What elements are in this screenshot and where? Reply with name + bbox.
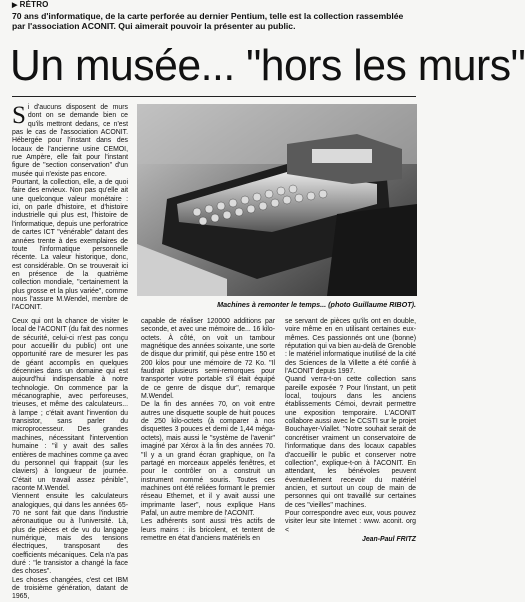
section-label <box>12 0 49 9</box>
arrow-icon: ▶ <box>12 2 18 9</box>
paragraph: De la fin des années 70, on voit entre autres une disquette souple de huit pouces de 250 kilo-octets (à comparer à nos disquettes 3 pouces et demi de 1,44 méga-octets), mais aussi le "système de l'avenir" imaginé par Xérox à la fin des années 70. "Il y a un grand écran graphique, on l'a partagé en morceaux appelés fenêtres, et pour le contrôler on a construit un instrument nommé souris. Toutes ces machines ont été reliées formant le premier réseau Ethernet, et il y avait aussi une imprimante laser", nous explique Hans Pafal, un autre membre de l'ACONIT. <box>141 401 275 517</box>
drop-cap: S <box>12 102 26 129</box>
section-header <box>12 0 418 9</box>
paragraph: Les adhérents sont aussi très actifs de leurs mains : ils bricolent, et tentent de remettre en état d'anciens matériels en <box>141 518 275 542</box>
paragraph: Pourtant, la collection, elle, a de quoi faire des envieux. Non pas qu'elle ait une quelconque valeur monétaire : ici, on parle d'histoire, et d'histoire industrielle qui plus est, l'histoire de l'informatique, depuis une perforatrice de cartes ICT "vénérable" datant des années trente à des exemplaires de toute l'informatique personnelle récente. La valeur historique, donc, est considérable. On se trouverait ici en présence de la quatrième collection mondiale, "certainement la plus grosse et la plus variée", comme nous l'assure M.Wendel, membre de l'ACONIT. <box>12 179 128 312</box>
paragraph: Quand verra-t-on cette collection sans pareille exposée ? Pour l'instant, un petit local, toujours dans les anciens établissements Cémoi, devrait permettre une exposition temporaire. L'ACONIT collabore aussi avec le CCSTI sur le projet Bouchayer-Viallet. "Notre souhait serait de concrétiser vraiment un conservatoire de l'informatique dans des locaux capables d'accueillir le public et conserver notre collection", explique-t-on à l'ACONIT. En attendant, les bénévoles peuvent éventuellement recevoir du matériel ancien, et surtout un coup de main de personnes qui ont travaillé sur certaines de ces "vieilles" machines. <box>285 376 416 509</box>
paragraph: Pour correspondre avec eux, vous pouvez visiter leur site Internet : www. aconit. org < <box>285 509 416 534</box>
paragraph: capable de réaliser 120000 additions par seconde, et avec une mémoire de... 16 kilo-octets. À côté, on voit un tambour magnétique des années soixante, une sorte de disque dur primitif, qui pèse entre 150 et 200 kilos pour une mémoire de 72 Ko. "Il faudrait plusieurs semi-remorques pour transporter votre portable s'il était équipé de ce genre de disque dur", remarque M.Wendel. <box>141 318 275 401</box>
author-signature: Jean-Paul FRITZ <box>362 535 416 543</box>
column-1 <box>12 104 128 313</box>
paragraph: se servant de pièces qu'ils ont en double, voire même en en utilisant certaines eux-mêmes. Ces passionnés ont une (bonne) réputation qui va bien au-delà de Grenoble : le matériel informatique inutilisé de la cité des Sciences de la Villette a été confié à l'ACONIT depuis 1997. <box>285 318 416 376</box>
paragraph <box>12 104 128 179</box>
column-1-continued <box>12 318 128 602</box>
divider <box>12 96 416 97</box>
machine-photo <box>137 104 417 296</box>
headline: Un musée... "hors les murs" <box>10 41 525 90</box>
lede: 70 ans d'informatique, de la carte perforée au dernier Pentium, telle est la collection rassemblée par l'association ACONIT. Qui aimerait pouvoir la présenter au public. <box>12 11 404 31</box>
photo-caption: Machines à remonter le temps... (photo Guillaume RIBOT). <box>217 300 416 309</box>
paragraph: Ceux qui ont la chance de visiter le local de l'ACONIT (du fait des normes de sécurité, celui-ci n'est pas conçu pour accueillir du public) ont une opportunité rare de mesurer les pas de géant accomplis en quelques décennies dans un domaine qui est aujourd'hui indispensable à notre technologie. On commence par la mécanographie, avec perforeuses, trieuses, et même des calculateurs... à lampe ; c'était avant l'invention du transistor, sans parler du microprocesseur. Des grandes machines, nécessitant l'intervention humaine : "il y avait des salles entières de machines comme ça avec du personnel qui frappait (sur les claviers) à longueur de journée. C'était un travail assez pénible", raconte M.Wendel. <box>12 318 128 492</box>
column-3 <box>285 318 416 544</box>
paragraph: Viennent ensuite les calculateurs analogiques, qui dans les années 65-70 ne sont fait que dans l'industrie aéronautique ou à l'université. Là, plus de pièces et de vu du langage numérique, mais des tensions électriques, transposant des coefficients mécaniques. Cela n'a pas duré : "le transistor a changé la face des choses". <box>12 493 128 576</box>
paragraph-text: i d'aucuns disposent de murs dont on se demande bien ce qu'ils mettront dedans, ce n'est pas le cas de l'association ACONIT. Hébergée pour l'instant dans des locaux de l'ancienne usine CEMOI, rue Ampère, elle fait pour l'instant figure de "section conservation" d'un musée qui n'existe pas encore. <box>12 104 128 178</box>
article-photo <box>137 104 417 296</box>
section-label-text: RÉTRO <box>19 0 49 9</box>
column-2 <box>141 318 275 543</box>
paragraph: Les choses changées, c'est cet IBM de troisième génération, datant de 1965, <box>12 576 128 601</box>
